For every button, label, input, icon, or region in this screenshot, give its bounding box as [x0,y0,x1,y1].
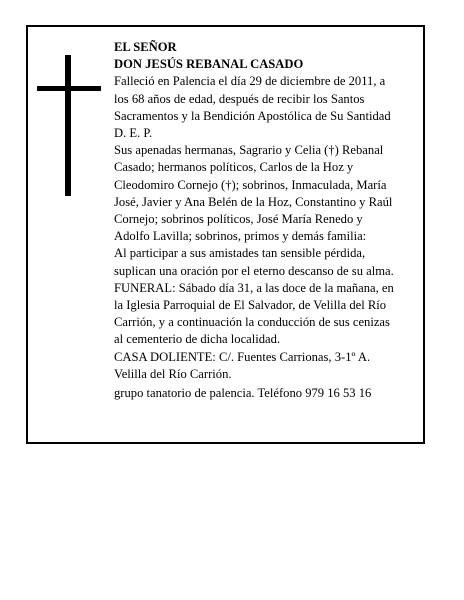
family-line: Cornejo; sobrinos políticos, José María Renedo y [114,212,363,227]
deceased-name: DON JESÚS REBANAL CASADO [114,57,304,72]
death-line: Sacramentos y la Bendición Apostólica de Su Santidad [114,108,391,123]
request-line: suplican una oración por el eterno descanso de su alma. [114,263,394,278]
request-paragraph [114,245,414,279]
death-paragraph [114,73,414,142]
death-line: Falleció en Palencia el día 29 de diciembre de 2011, a [114,74,386,89]
family-line: Sus apenadas hermanas, Sagrario y Celia (†) Rebanal [114,143,384,158]
cross-icon [37,55,101,196]
notice-heading: EL SEÑOR [114,40,177,54]
cross-vertical-bar [65,55,71,196]
funeral-paragraph [114,280,414,349]
family-line: José, Javier y Ana Belén de la Hoz, Constantino y Raúl [114,194,393,209]
funeral-line: FUNERAL: Sábado día 31, a las doce de la mañana, en [114,280,394,295]
family-line: Cleodomiro Cornejo (†); sobrinos, Inmaculada, María [114,177,387,192]
funeral-line: Carrión, y a continuación la conducción de sus cenizas [114,315,390,330]
family-line: Casado; hermanos políticos, Carlos de la Hoz y [114,160,354,175]
house-line: Velilla del Río Carrión. [114,366,232,381]
funeral-line: la Iglesia Parroquial de El Salvador, de Velilla del Río [114,298,387,313]
funeral-home-footer: grupo tanatorio de palencia. Teléfono 979 16 53 16 [114,386,372,401]
family-paragraph [114,142,414,245]
request-line: Al participar a sus amistades tan sensible pérdida, [114,246,366,261]
family-line: Adolfo Lavilla; sobrinos, primos y demás familia: [114,229,367,244]
house-line: CASA DOLIENTE: C/. Fuentes Carrionas, 3-1º A. [114,349,371,364]
notice-text [114,39,414,402]
death-line: los 68 años de edad, después de recibir los Santos [114,91,365,106]
house-paragraph [114,349,414,383]
cross-horizontal-bar [37,86,101,91]
funeral-line: al cementerio de dicha localidad. [114,332,281,347]
death-line: D. E. P. [114,126,153,141]
